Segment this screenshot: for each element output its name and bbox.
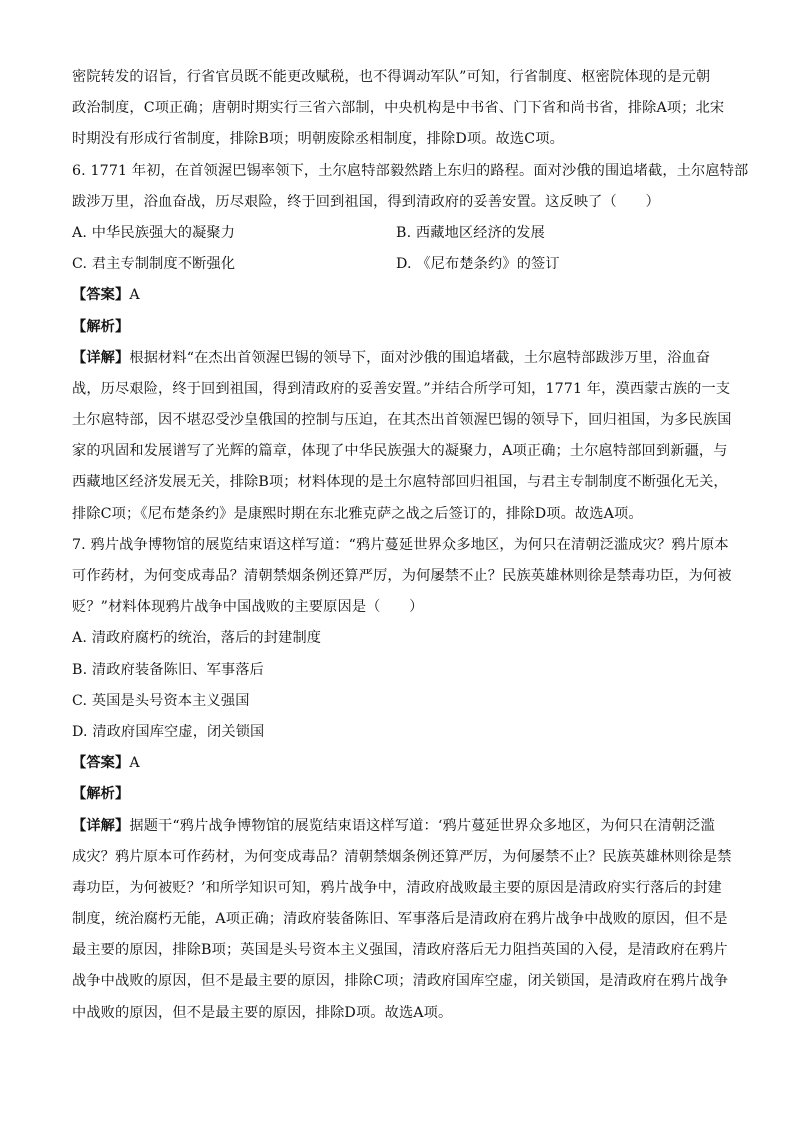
detail-line: 土尔扈特部，因不堪忍受沙皇俄国的控制与压迫，在其杰出首领渥巴锡的领导下，回归祖国，为多民族国 [72,412,732,429]
detail-line: 战，历尽艰险，终于回到祖国，得到清政府的妥善安置。”并结合所学可知，1771 年，漠西蒙古族的一支 [72,380,731,397]
question-stem-line: 6. 1771 年初，在首领渥巴锡率领下，土尔扈特部毅然踏上东归的路程。面对沙俄的围追堵截，土尔扈特部 [72,162,749,179]
question-stem-line: 跋涉万里，浴血奋战，历尽艰险，终于回到祖国，得到清政府的妥善安置。这反映了（ ） [72,193,660,210]
option-b: B. 清政府装备陈旧、军事落后 [72,661,264,678]
detail-line: 西藏地区经济发展无关，排除B项；材料体现的是土尔扈特部回归祖国，与君主专制制度不断强化无关， [72,474,728,491]
detail-line: 最主要的原因，排除B项；英国是头号资本主义强国，清政府落后无力阻挡英国的入侵，是清政府在鸦片 [72,942,728,959]
options-row [72,218,724,249]
detail-line: 制度，统治腐朽无能，A项正确；清政府装备陈旧、军事落后是清政府在鸦片战争中战败的原因，但不是 [72,911,728,928]
option-a: A. 中华民族强大的凝聚力 [72,224,236,241]
detail-tag: 【详解】 [72,817,130,834]
analysis-line [72,779,724,810]
question-stem-line: 可作药材，为何变成毒品？清朝禁烟条例还算严厉，为何屡禁不止？民族英雄林则徐是禁毒功臣，为何被 [72,568,732,584]
document-page [72,62,749,1029]
options-row [72,249,724,280]
option-b: B. 西藏地区经济的发展 [396,224,545,241]
question-stem-line: 7. 鸦片战争博物馆的展览结束语这样写道：“鸦片蔓延世界众多地区，为何只在清朝泛滥成灾？鸦片原本 [72,536,729,553]
answer-tag: 【答案】 [72,755,130,772]
detail-line: 家的巩固和发展谱写了光辉的篇章，体现了中华民族强大的凝聚力，A项正确；土尔扈特部回到新疆，与 [72,443,728,460]
q5-explanation-tail [72,62,724,156]
answer-value: A [129,287,140,304]
detail-line: 毒功臣，为何被贬？’和所学知识可知，鸦片战争中，清政府战败最主要的原因是清政府实行落后的封建 [72,879,722,896]
paragraph-line: 政治制度，C项正确；唐朝时期实行三省六部制，中央机构是中书省、门下省和尚书省，排除A项；北宋 [72,100,725,117]
option-c: C. 君主专制制度不断强化 [72,256,236,273]
question-7 [72,530,732,1029]
question-6 [72,156,749,530]
question-stem-line: 贬？”材料体现鸦片战争中国战败的主要原因是（ ） [72,599,424,616]
detail-line: 战争中战败的原因，但不是最主要的原因，排除C项；清政府国库空虚，闭关锁国，是清政府在鸦片战争 [72,973,729,990]
analysis-line [72,312,724,343]
option-a: A. 清政府腐朽的统治，落后的封建制度 [72,630,322,647]
detail-line: 成灾？鸦片原本可作药材，为何变成毒品？清朝禁烟条例还算严厉，为何屡禁不止？民族英雄林则徐是禁 [72,848,732,865]
detail-line: 排除C项；《尼布楚条约》是康熙时期在东北雅克萨之战之后签订的，排除D项。故选A项。 [72,505,643,522]
detail-tag: 【详解】 [72,349,130,366]
paragraph-line: 密院转发的诏旨，行省官员既不能更改赋税，也不得调动军队”可知，行省制度、枢密院体现的是元朝 [72,69,711,85]
answer-tag: 【答案】 [72,287,130,304]
analysis-tag: 【解析】 [72,318,130,335]
option-c: C. 英国是头号资本主义强国 [72,692,250,709]
answer-line [72,280,724,311]
option-d: D. 清政府国库空虚，闭关锁国 [72,723,265,740]
detail-text: 根据材料“在杰出首领渥巴锡的领导下，面对沙俄的围追堵截，土尔扈特部跋涉万里，浴血奋 [129,349,711,366]
paragraph-line: 时期没有形成行省制度，排除B项；明朝废除丞相制度，排除D项。故选C项。 [72,131,564,148]
answer-line [72,748,724,779]
detail-line [72,811,724,842]
detail-text: 据题干“鸦片战争博物馆的展览结束语这样写道：‘鸦片蔓延世界众多地区，为何只在清朝泛滥 [129,817,715,834]
analysis-tag: 【解析】 [72,786,130,803]
answer-value: A [129,755,140,772]
option-d: D. 《尼布楚条约》的签订 [396,256,560,273]
detail-line [72,343,724,374]
detail-line: 中战败的原因，但不是最主要的原因，排除D项。故选A项。 [72,1004,453,1021]
